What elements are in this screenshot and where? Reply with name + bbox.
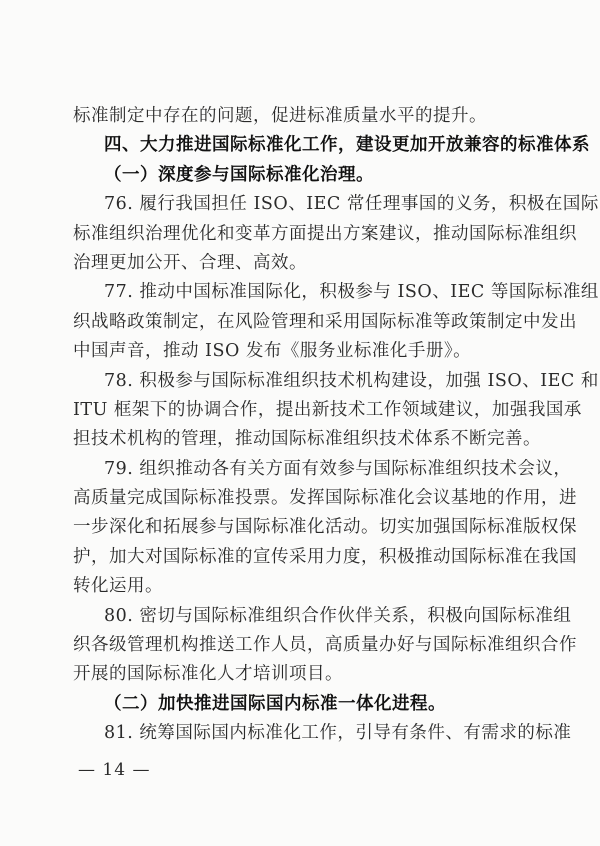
heading-line: （一）深度参与国际标准化治理。 (104, 164, 374, 185)
text-line: 77. 推动中国标准国际化，积极参与 ISO、IEC 等国际标准组 (104, 282, 599, 303)
text-line: 织战略政策制定，在风险管理和采用国际标准等政策制定中发出 (73, 311, 577, 332)
text-line: 护，加大对国际标准的宣传采用力度，积极推动国际标准在我国 (73, 546, 577, 567)
text-line: 标准组织治理优化和变革方面提出方案建议，推动国际标准组织 (73, 223, 577, 244)
text-line: 担技术机构的管理，推动国际标准组织技术体系不断完善。 (73, 429, 541, 450)
text-line: 开展的国际标准化人才培训项目。 (73, 664, 343, 685)
text-line: 81. 统筹国际国内标准化工作，引导有条件、有需求的标准 (104, 723, 572, 744)
text-line: 高质量完成国际标准投票。发挥国际标准化会议基地的作用，进 (73, 488, 577, 509)
text-line: 中国声音，推动 ISO 发布《服务业标准化手册》。 (73, 341, 472, 362)
text-line: 转化运用。 (73, 576, 163, 597)
text-line: 标准制定中存在的问题，促进标准质量水平的提升。 (73, 106, 487, 126)
text-line: 76. 履行我国担任 ISO、IEC 常任理事国的义务，积极在国际 (104, 194, 599, 215)
heading-line: （二）加快推进国际国内标准一体化进程。 (104, 693, 446, 714)
text-line: 治理更加公开、合理、高效。 (73, 252, 307, 273)
text-line: 78. 积极参与国际标准组织技术机构建设，加强 ISO、IEC 和 (104, 370, 599, 391)
heading-line: 四、大力推进国际标准化工作，建设更加开放兼容的标准体系 (104, 135, 590, 156)
text-line: ITU 框架下的协调合作，提出新技术工作领域建议，加强我国承 (73, 399, 582, 420)
text-line: 织各级管理机构推送工作人员，高质量办好与国际标准组织合作 (73, 635, 577, 656)
page-number: — 14 — (78, 760, 151, 780)
text-line: 一步深化和拓展参与国际标准化活动。切实加强国际标准版权保 (73, 517, 577, 538)
text-line: 79. 组织推动各有关方面有效参与国际标准组织技术会议， (104, 458, 572, 479)
text-line: 80. 密切与国际标准组织合作伙伴关系，积极向国际标准组 (104, 605, 572, 626)
document-body (73, 102, 599, 749)
